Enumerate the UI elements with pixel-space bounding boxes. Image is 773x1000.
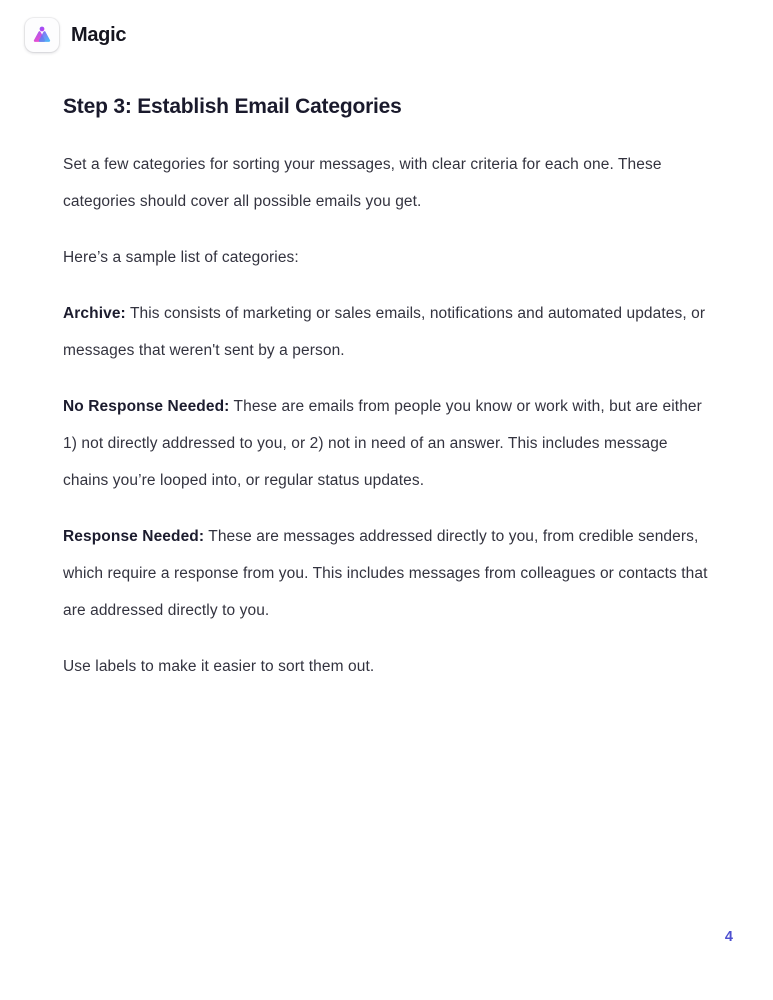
paragraph-response-needed <box>63 518 711 629</box>
magic-logo-glyph <box>31 24 53 46</box>
magic-logo-icon <box>25 18 59 52</box>
paragraph-bold-lead: Archive: <box>63 305 126 322</box>
document-body <box>63 95 711 704</box>
paragraph-text: These are messages addressed directly to you, from credible senders, which require a response from you. This includes messages from colleagues or contacts that are addressed directly to you. <box>63 528 708 619</box>
paragraph-intro <box>63 146 711 220</box>
page-number: 4 <box>724 929 733 945</box>
brand-wordmark: Magic <box>71 23 127 46</box>
paragraph-text: These are emails from people you know or work with, but are either 1) not directly addressed to you, or 2) not in need of an answer. This includes message chains you’re looped into, or regular status updates. <box>63 398 702 489</box>
paragraph-text: Set a few categories for sorting your messages, with clear criteria for each one. These categories should cover all possible emails you get. <box>63 156 662 210</box>
paragraph-no-response-needed <box>63 388 711 499</box>
paragraph-bold-lead: Response Needed: <box>63 528 205 545</box>
paragraph-text: Here’s a sample list of categories: <box>63 249 299 266</box>
paragraph-sample-list <box>63 239 711 276</box>
paragraph-text: Use labels to make it easier to sort them out. <box>63 658 375 675</box>
paragraph-labels-tip <box>63 648 711 685</box>
paragraph-bold-lead: No Response Needed: <box>63 398 230 415</box>
page-title: Step 3: Establish Email Categories <box>63 95 402 118</box>
paragraph-archive <box>63 295 711 369</box>
brand-header <box>25 18 126 52</box>
paragraph-text: This consists of marketing or sales emails, notifications and automated updates, or messages that weren't sent by a person. <box>63 305 706 359</box>
